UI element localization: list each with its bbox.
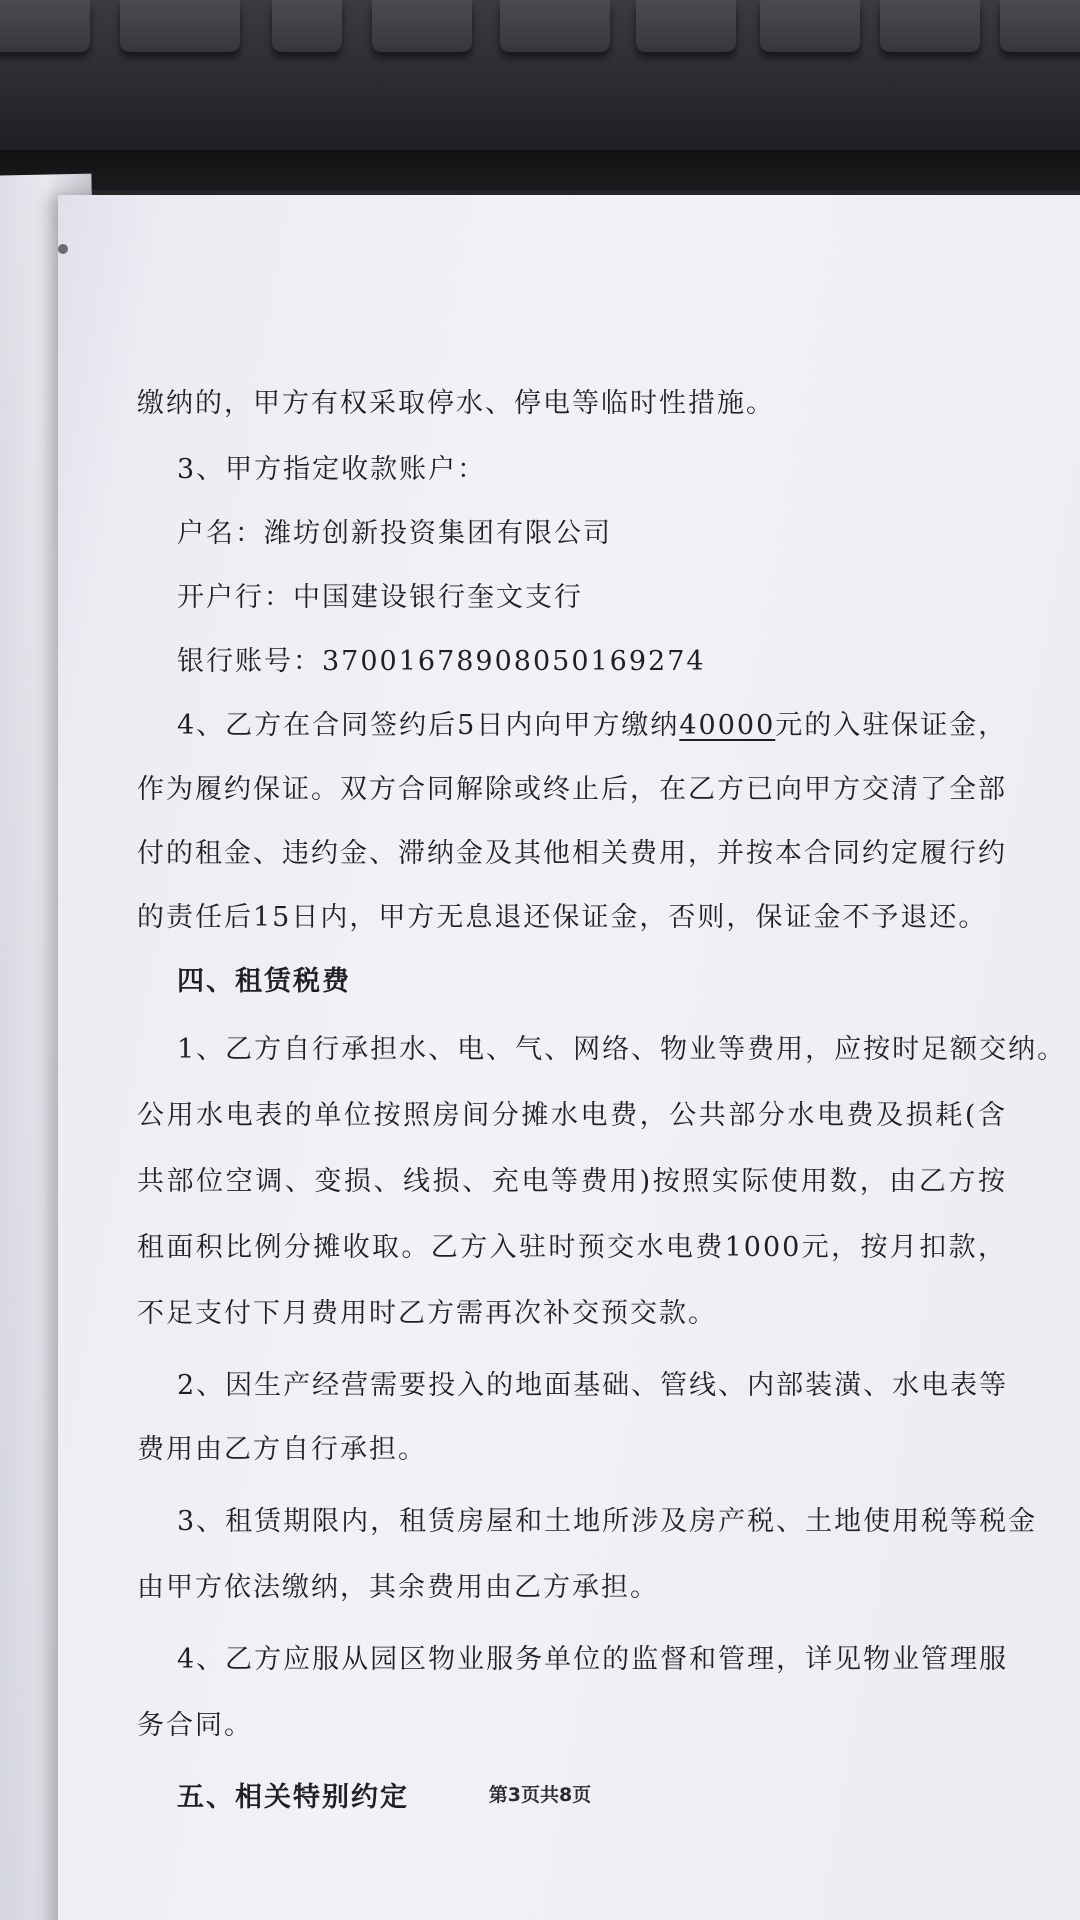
- deposit-text-pre: 4、乙方在合同签约后5日内向甲方缴纳: [177, 710, 680, 741]
- keyboard-key: [272, 0, 342, 52]
- deposit-amount: 40000: [679, 710, 776, 741]
- paragraph-line: 3、租赁期限内，租赁房屋和土地所涉及房产税、土地使用税等税金: [177, 1506, 1038, 1537]
- paragraph-line: 务合同。: [137, 1710, 253, 1741]
- paragraph-line: 费用由乙方自行承担。: [137, 1434, 427, 1465]
- paragraph-line: 公用水电表的单位按照房间分摊水电费，公共部分水电费及损耗(含: [137, 1100, 1007, 1131]
- keyboard-key: [760, 0, 860, 52]
- paragraph-line: 3、甲方指定收款账户：: [177, 454, 487, 485]
- keyboard-edge: [0, 150, 1080, 190]
- keyboard-key: [120, 0, 240, 52]
- paragraph-line: 的责任后15日内，甲方无息退还保证金，否则，保证金不予退还。: [137, 902, 988, 933]
- keyboard-key: [500, 0, 610, 52]
- paragraph-line: 租面积比例分摊收取。乙方入驻时预交水电费1000元，按月扣款，: [137, 1232, 1007, 1263]
- paragraph-line: 由甲方依法缴纳，其余费用由乙方承担。: [137, 1572, 659, 1603]
- paragraph-line: 共部位空调、变损、线损、充电等费用)按照实际使用数，由乙方按: [137, 1166, 1007, 1197]
- keyboard: [0, 0, 1080, 180]
- paragraph-line: 不足支付下月费用时乙方需再次补交预交款。: [137, 1298, 717, 1329]
- keyboard-key: [0, 0, 90, 52]
- paragraph-line: 付的租金、违约金、滞纳金及其他相关费用，并按本合同约定履行约: [137, 838, 1007, 869]
- keyboard-key: [636, 0, 736, 52]
- account-name: 户名：潍坊创新投资集团有限公司: [177, 518, 612, 549]
- paragraph-line: 4、乙方应服从园区物业服务单位的监督和管理，详见物业管理服: [177, 1644, 1009, 1675]
- paragraph-line: 缴纳的，甲方有权采取停水、停电等临时性措施。: [137, 388, 775, 419]
- section-heading: 四、租赁税费: [177, 966, 351, 997]
- section-heading: 五、相关特别约定: [177, 1782, 409, 1813]
- keyboard-key: [880, 0, 980, 52]
- keyboard-key: [1000, 0, 1080, 52]
- paragraph-line: 作为履约保证。双方合同解除或终止后，在乙方已向甲方交清了全部: [137, 774, 1007, 805]
- paragraph-line: 2、因生产经营需要投入的地面基础、管线、内部装潢、水电表等: [177, 1370, 1009, 1401]
- paragraph-line: [177, 700, 1007, 752]
- paragraph-line: 1、乙方自行承担水、电、气、网络、物业等费用，应按时足额交纳。: [177, 1034, 1067, 1065]
- page-number: 第3页共8页: [488, 1784, 592, 1806]
- deposit-text-post: 元的入驻保证金，: [775, 710, 1008, 741]
- keyboard-key: [372, 0, 472, 52]
- account-number: 银行账号：37001678908050169274: [177, 646, 706, 677]
- staple-hole: [58, 244, 68, 254]
- account-bank: 开户行：中国建设银行奎文支行: [177, 582, 583, 613]
